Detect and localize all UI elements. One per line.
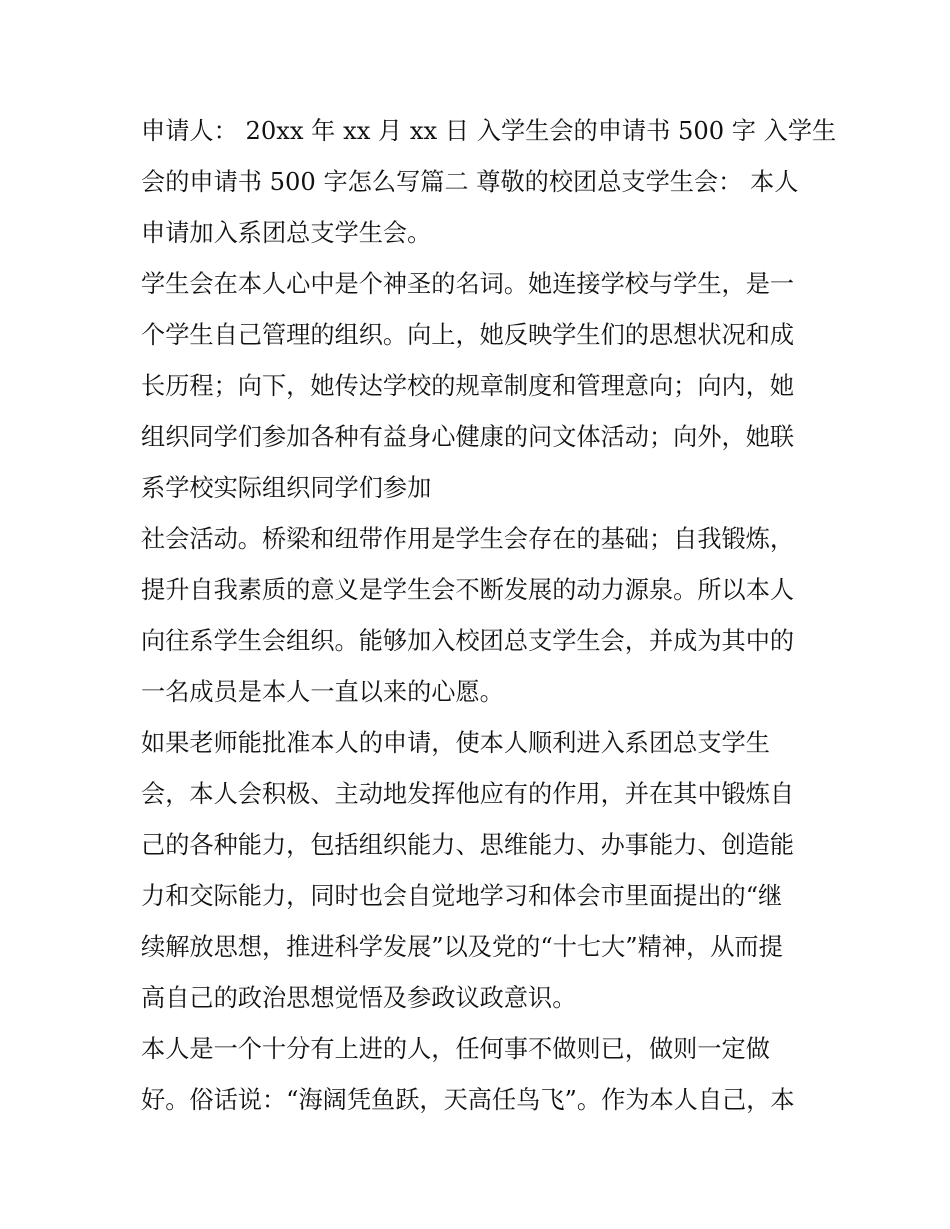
text-line: 力和交际能力，同时也会自觉地学习和体会市里面提出的“继 (141, 882, 783, 910)
text-line: 个学生自己管理的组织。向上，她反映学生们的思想状况和成 (141, 321, 795, 349)
text-line: 如果老师能批准本人的申请，使本人顺利进入系团总支学生 (141, 729, 770, 757)
text-line: 申请人： 20xx 年 xx 月 xx 日 入学生会的申请书 500 字 入学生 (141, 117, 837, 145)
document-body (141, 106, 837, 1126)
text-line: 好。俗话说：“海阔凭鱼跃，天高任鸟飞”。作为本人自己，本 (141, 1086, 795, 1114)
text-line: 续解放思想，推进科学发展”以及党的“十七大”精神，从而提 (141, 933, 783, 961)
text-line: 向往系学生会组织。能够加入校团总支学生会，并成为其中的 (141, 627, 795, 655)
text-line: 长历程；向下，她传达学校的规章制度和管理意向；向内，她 (141, 372, 795, 400)
text-line: 一名成员是本人一直以来的心愿。 (141, 678, 504, 706)
text-line: 本人是一个十分有上进的人，任何事不做则已，做则一定做 (141, 1035, 770, 1063)
text-line: 提升自我素质的意义是学生会不断发展的动力源泉。所以本人 (141, 576, 795, 604)
text-line: 会的申请书 500 字怎么写篇二 尊敬的校团总支学生会： 本人 (141, 168, 799, 196)
text-line: 己的各种能力，包括组织能力、思维能力、办事能力、创造能 (141, 831, 795, 859)
text-line: 申请加入系团总支学生会。 (141, 219, 432, 247)
text-line: 系学校实际组织同学们参加 (141, 474, 432, 502)
text-line: 会，本人会积极、主动地发挥他应有的作用，并在其中锻炼自 (141, 780, 795, 808)
text-line: 学生会在本人心中是个神圣的名词。她连接学校与学生，是一 (141, 270, 795, 298)
text-line: 组织同学们参加各种有益身心健康的问文体活动；向外，她联 (141, 423, 795, 451)
text-line: 社会活动。桥梁和纽带作用是学生会存在的基础；自我锻炼， (141, 525, 795, 553)
text-line: 高自己的政治思想觉悟及参政议政意识。 (141, 984, 577, 1012)
